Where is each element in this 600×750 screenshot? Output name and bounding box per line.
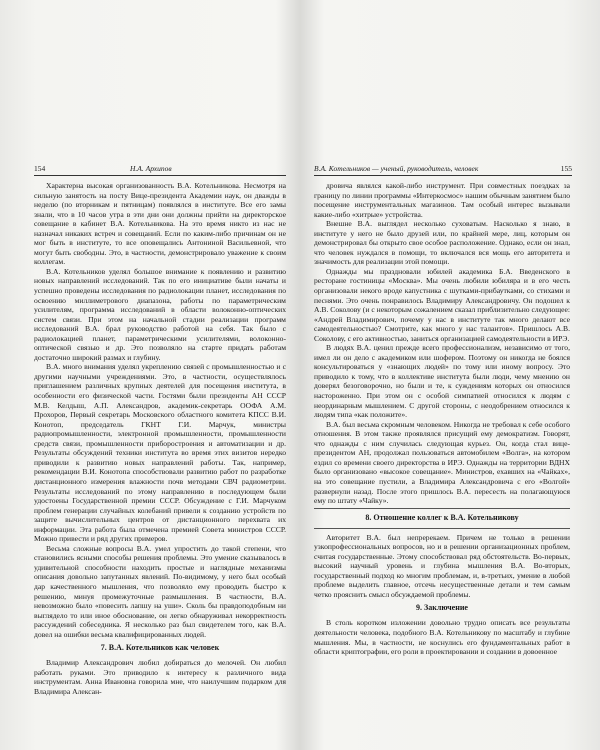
paragraph: В.А. был весьма скромным человеком. Никогда не требовал к себе особого отношения. В этом также проявлялся присущий ему демократизм. Говорят, что однажды с ним случилась следующая курьез. Он, когда стал вице-президентом АН, продолжал пользоваться автомобилем «Волга», на котором ездил со времени своего директорства в ИРЭ. Однажды на территории ВДНХ было организовано «высокое совещание». Министров, ехавших на «Чайках», на это совещание пустили, а Владимира Александровича с его «Волгой» развернули назад. После этого пришлось В.А. пересесть на полагающуюся ему по штату «Чайку».	[314, 419, 570, 506]
section-heading: 8. Отношение коллег к В.А. Котельникову	[365, 512, 519, 522]
running-title: В.А. Котельников — ученый, руководитель, человек	[314, 164, 479, 173]
right-page	[300, 0, 600, 750]
paragraph: Весьма сложные вопросы В.А. умел упростить до такой степени, что становились ясными способы решения проблемы. Это умение сказывалось в удивительной способности находить простые и наглядные механизмы описания довольно запутанных явлений. По-видимому, у него был особый дар качественного мышления, что позволяло ему проводить быстро к решению, минуя промежуточные размышления. В частности, В.А. невозможно было «повесить лапшу на уши». Сколь бы правдоподобным ни выглядело то или иное обоснование, он легко обнаруживал некорректность рассуждений собеседника. Я несколько раз был свидетелем того, как В.А. довел на ошибки весьма квалифицированных людей.	[34, 543, 286, 639]
paragraph: Владимир Александрович любил добираться до мелочей. Он любил работать руками. Это приводило к интересу к различного вида инструментам. Анна Ивановна говорила мне, что наилучшим подарком для Владимира Алексан-	[34, 658, 286, 696]
section-heading: 7. В.А. Котельников как человек	[100, 643, 220, 653]
text-column-right	[314, 181, 570, 657]
paragraph: дровича являлся какой-либо инструмент. При совместных поездках за границу по линии программы «Интеркосмос» нашим обычным занятием было посещение инструментальных магазинов. Там особый интерес вызывали какие-либо «хитрые» устройства.	[314, 181, 570, 219]
paragraph: В людях В.А. ценил прежде всего профессионализм, независимо от того, имел ли он дело с академиком или шофером. Поэтому он никогда не боялся консультироваться у «знающих людей» по тому или иному вопросу. Это приводило к тому, что в коллективе института были люди, чему мнению он доверял безоговорочно, но были и те, к суждениям которых он относился настороженно. При этом он с особой симпатией относился к людям с неординарным мышлением. С другой стороны, с неодобрением относился к людям типа «как положите».	[314, 343, 570, 420]
paragraph: В.А. Котельников уделял большое внимание к появлению и развитию новых направлений исследований. Так по его инициативе были начаты и успешно проведены исследования по радиолокации планет, исследования по освоению миллиметрового диапазона, работы по параметрическим усилителям, программа исследований в области волоконно-оптических систем связи. При этом на начальной стадии реализации программ исследований В.А. брал руководство работой на себя. Так было с радиолокацией планет, параметрическими усилителями, волоконно-оптической связью и др. Это позволяло на старте придать работам достаточно широкий размах и глубину.	[34, 266, 286, 362]
paragraph: В.А. много внимания уделял укреплению связей с промышленностью и с другими научными учреждениями. Это, в частности, осуществлялось приглашением различных крупных деятелей для посещения института, в особенности его физической части. Гостями были президенты АН СССР М.В. Келдыш, А.П. Александров, академик-секретарь ООФА А.М. Прохоров, Первый секретарь Московского областного комитета КПСС В.И. Конотоп, председатель ГКНТ Г.И. Марчук, министры радиопромышленности, электронной промышленности, промышленности средств связи, промышленности приборостроения и автоматизации и др. Результаты обсуждений техники института во время этих визитов нередко приводили к развитию новых направлений работы. Так, например, рекомендации В.И. Конотопа способствовали развитию работ по разработке дистанционного измерения влажности почв методами СВЧ радиометрии. Результаты исследований по этому направлению в последующем были удостоены Государственной премии СССР. Обсуждение с Г.И. Марчуком проблем генерации случайных колебаний привели к созданию устройств по защите вычислительных центров от дистанционного перехвата их информации. Эта работа была отмечена премией Совета министров СССР. Можно привести и ряд других примеров.	[34, 362, 286, 544]
paragraph: Характерна высокая организованность В.А. Котельникова. Несмотря на сильную занятость на посту Вице-президента Академии наук, он дважды в неделю (по вторникам и пятницам) появлялся в институте. Все его замы знали, что в 10 часов утра в эти дни они должны прийти на директорское совещание в кабинет В.А. Котельникова. На это время никто из нас не назначал никаких встреч и совещаний. Если по каким-либо причинам он не мог быть в институте, то все оповещались Антониной Васильевной, что могут быть свободны. Это, в частности, демонстрировало уважение к своим коллегам.	[34, 181, 286, 267]
page-number: 155	[560, 164, 572, 173]
paragraph: Авторитет В.А. был непререкаем. Причем не только в решении узкопрофессиональных вопросов, но и в решении организационных проблем, считая государственные. Этому способствовал ряд обстоятельств. Во-первых, высокий научный уровень и глубина мышления В.А. Во-вторых, государственный подход ко многим проблемам, и, в-третьих, умение в любой проблеме выделить главное, отсечь несущественные детали и тем самым четко прояснить смысл обсуждаемой проблемы.	[314, 532, 570, 599]
section-divider	[314, 508, 570, 509]
paragraph: В столь коротком изложении довольно трудно описать все результаты деятельности человека, подобного В.А. Котельникову по масштабу и глубине мышления. Мы, в частности, не коснулись его фундаментальных работ в области криптографии, его роли в проектировании и создании в довоенное	[314, 618, 570, 657]
running-header-left	[34, 163, 286, 176]
running-title: Н.А. Архипов	[130, 164, 172, 173]
paragraph: Внешне В.А. выглядел несколько суховатым. Насколько я знаю, в институте у него не было друзей или, по крайней мере, лиц, которым он демонстрировал бы открыто свое особое расположение. Однако, если он знал, что человек нуждался в помощи, то включался вся мощь его авторитета и значимость для реализации этой помощи.	[314, 219, 570, 267]
section-heading: 9. Заключение	[416, 603, 468, 613]
page-number: 154	[34, 164, 46, 173]
section-divider	[314, 528, 570, 529]
text-column-left	[34, 181, 286, 696]
running-header-right	[314, 163, 572, 176]
paragraph: Однажды мы праздновали юбилей академика Б.А. Введенского в ресторане гостиницы «Москва». Мы очень любили юбиляра и в его честь организовали некого вроде капустника с шутками-прибаутками, со стихами и песнями. Это очень понравилось Владимиру Александровичу. Он подошел к А.В. Соколову (и с некоторым сожалением сказал приблизительно следующее: «Андрей Владимирович, почему у нас в институте так много делают все самодеятельностью? Смотрите, как много у нас талантов». Пришлось А.В. Соколову, с его активностью, заниться организацией самодеятельности в ИРЭ.	[314, 266, 570, 343]
